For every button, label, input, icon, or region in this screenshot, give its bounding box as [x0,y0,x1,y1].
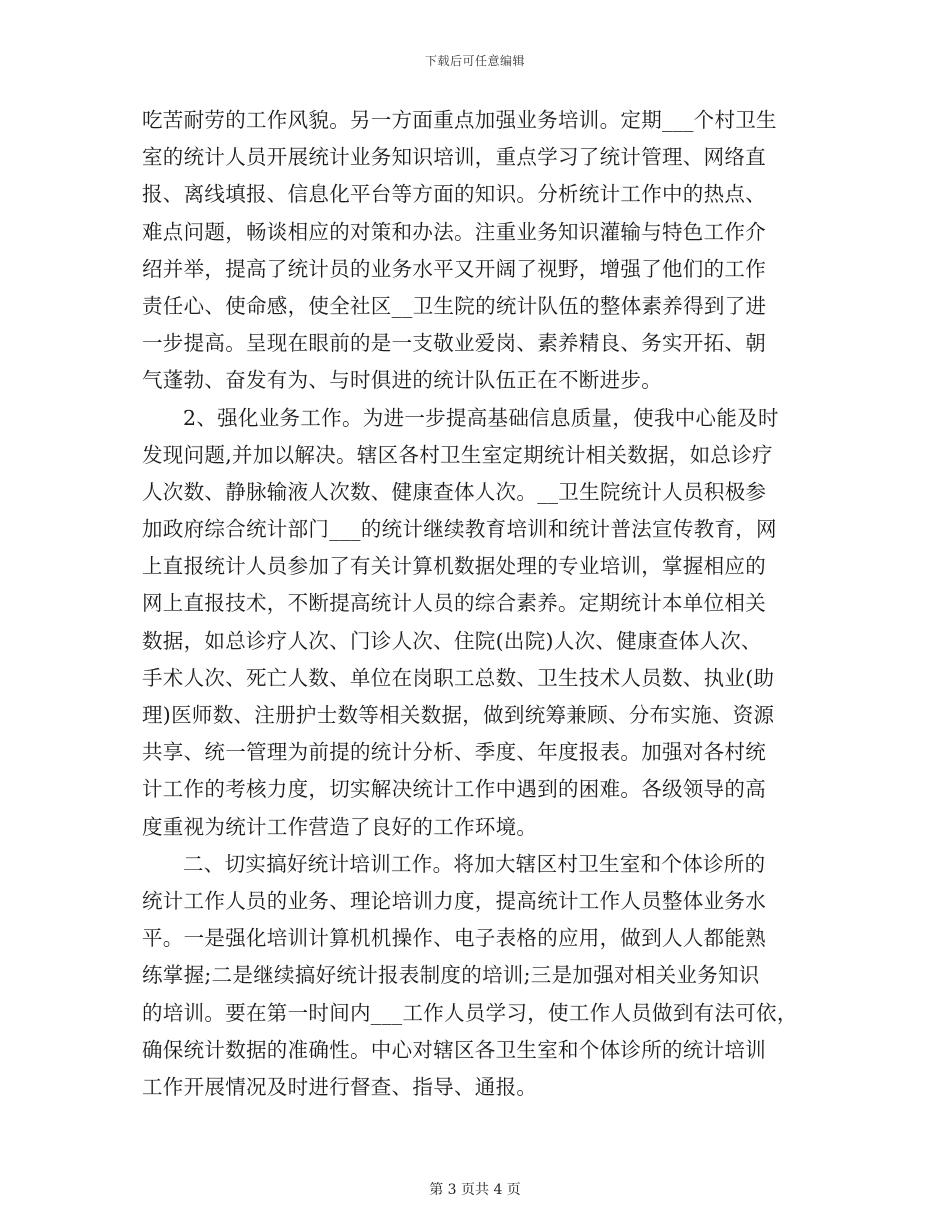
body-line: 发现问题,并加以解决。辖区各村卫生室定期统计相关数据，如总诊疗 [142,442,773,467]
body-line: 加政府综合统计部门___的统计继续教育培训和统计普法宣传教育，网 [142,517,777,542]
body-line: 吃苦耐劳的工作风貌。另一方面重点加强业务培训。定期___个村卫生 [142,108,777,132]
body-line: 练掌握;二是继续搞好统计报表制度的培训;三是加强对相关业务知识 [142,963,760,988]
paragraph-start-line: 二、切实搞好统计培训工作。将加大辖区村卫生室和个体诊所的 [183,851,766,876]
body-line: 工作开展情况及时进行督查、指导、通报。 [142,1074,538,1099]
body-line: 的培训。要在第一时间内___工作人员学习，使工作人员做到有法可依， [142,1000,798,1025]
body-line: 上直报统计人员参加了有关计算机数据处理的专业培训，掌握相应的 [142,554,766,579]
body-line: 绍并举，提高了统计员的业务水平又开阔了视野，增强了他们的工作 [142,256,766,281]
body-line: 气蓬勃、奋发有为、与时俱进的统计队伍正在不断进步。 [142,368,662,393]
body-line: 一步提高。呈现在眼前的是一支敬业爱岗、素养精良、务实开拓、朝 [142,331,766,356]
body-line: 室的统计人员开展统计业务知识培训，重点学习了统计管理、网络直 [142,145,766,170]
page-number-footer: 第 3 页共 4 页 [429,1182,521,1198]
body-line: 人次数、静脉输液人次数、健康查体人次。__卫生院统计人员积极参 [142,479,767,504]
body-line: 计工作的考核力度，切实解决统计工作中遇到的困难。各级领导的高 [142,777,766,802]
body-line: 平。一是强化培训计算机机操作、电子表格的应用，做到人人都能熟 [142,926,766,951]
body-line: 确保统计数据的准确性。中心对辖区各卫生室和个体诊所的统计培训 [142,1037,766,1062]
page-header-note: 下载后可任意编辑 [424,54,525,68]
body-line: 数据，如总诊疗人次、门诊人次、住院(出院)人次、健康查体人次、 [142,628,762,653]
body-line: 报、离线填报、信息化平台等方面的知识。分析统计工作中的热点、 [142,182,766,207]
body-line: 理)医师数、注册护士数等相关数据，做到统筹兼顾、分布实施、资源 [142,703,775,727]
paragraph-start-line: 2、强化业务工作。为进一步提高基础信息质量，使我中心能及时 [183,405,779,430]
body-line: 共享、统一管理为前提的统计分析、季度、年度报表。加强对各村统 [142,740,766,765]
document-body [142,102,818,1106]
body-line: 网上直报技术，不断提高统计人员的综合素养。定期统计本单位相关 [142,591,766,616]
body-line: 统计工作人员的业务、理论培训力度，提高统计工作人员整体业务水 [142,888,766,913]
body-line: 手术人次、死亡人数、单位在岗职工总数、卫生技术人员数、执业(助 [142,665,775,690]
body-line: 责任心、使命感，使全社区__卫生院的统计队伍的整体素养得到了进 [142,293,767,318]
body-line: 度重视为统计工作营造了良好的工作环境。 [142,814,538,839]
body-line: 难点问题，畅谈相应的对策和办法。注重业务知识灌输与特色工作介 [142,219,766,244]
